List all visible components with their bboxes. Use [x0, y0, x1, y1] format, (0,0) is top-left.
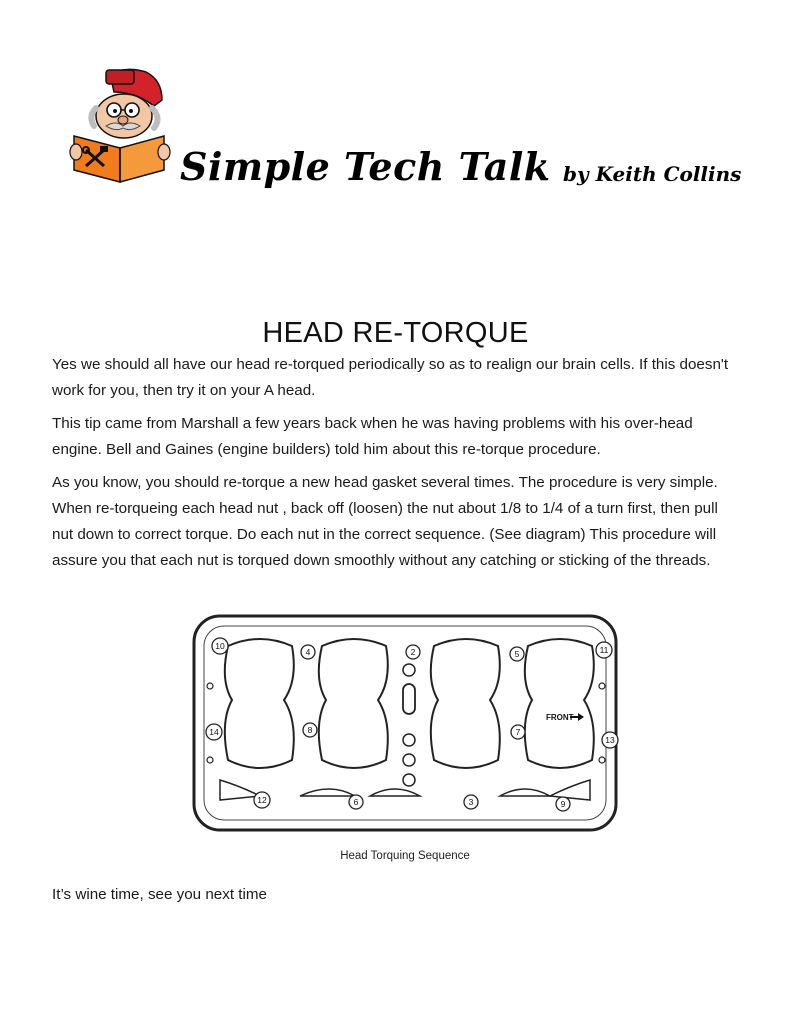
- sequence-label: 4: [305, 647, 311, 657]
- article-title: HEAD RE-TORQUE: [262, 317, 529, 350]
- paragraph: As you know, you should re-torque a new head gasket several times. The procedure is very simple. When re-torqueing each head nut , back off (loosen) the nut about 1/8 to 1/4 of a turn first, then pull nut down to correct torque. Do each nut in the correct sequence. (See diagram) This procedure will assure you that each nut is torqued down smoothly without any catching or sticking of the threads.: [52, 474, 718, 569]
- sequence-label: 6: [353, 797, 359, 807]
- sequence-label: 8: [307, 725, 313, 735]
- sequence-label: 2: [410, 647, 416, 657]
- head-gasket-diagram: [180, 610, 630, 872]
- sequence-label: 5: [514, 649, 520, 659]
- paragraph: This tip came from Marshall a few years back when he was having problems with his over-head engine. Bell and Gaines (engine builders) told him about this re-torque procedure.: [52, 415, 693, 458]
- front-label: FRONT: [546, 713, 574, 722]
- sequence-label: 7: [515, 727, 521, 737]
- sequence-label: 10: [215, 641, 225, 651]
- header: [0, 0, 791, 230]
- byline: by Keith Collins: [563, 162, 742, 186]
- figure-caption: Head Torquing Sequence: [340, 850, 470, 862]
- closing-line: It’s wine time, see you next time: [52, 886, 267, 903]
- sequence-label: 12: [257, 795, 267, 805]
- reading-mechanic-icon: [66, 66, 178, 186]
- article-body: [52, 352, 742, 581]
- sequence-label: 13: [605, 735, 615, 745]
- sequence-label: 9: [560, 799, 566, 809]
- sequence-label: 14: [209, 727, 219, 737]
- sequence-label: 3: [468, 797, 474, 807]
- sequence-label: 11: [599, 645, 609, 655]
- paragraph: Yes we should all have our head re-torqued periodically so as to realign our brain cells. If this doesn't work for you, then try it on your A head.: [52, 356, 729, 399]
- brand-title: Simple Tech Talk: [180, 144, 551, 189]
